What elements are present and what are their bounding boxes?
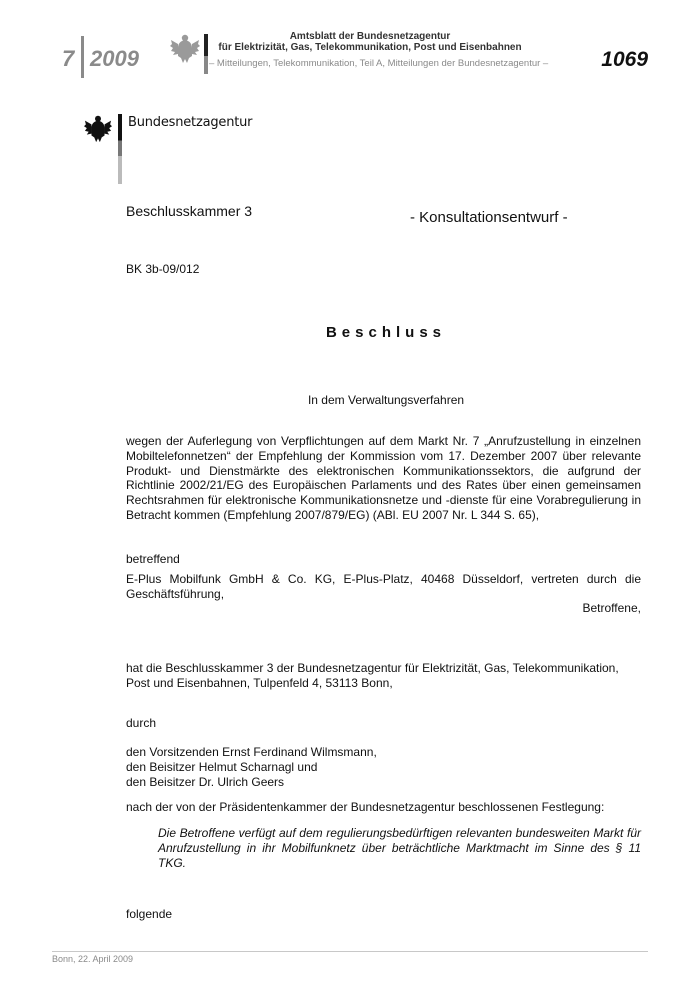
issue-divider bbox=[81, 36, 84, 78]
issue-year: 2009 bbox=[90, 46, 139, 71]
party-role: Betroffene, bbox=[582, 601, 641, 615]
document-title: Beschluss bbox=[325, 324, 447, 341]
footer-divider bbox=[52, 951, 648, 952]
federal-eagle-icon bbox=[84, 112, 112, 146]
draft-label: - Konsultationsentwurf - bbox=[410, 209, 568, 226]
member-chair: den Vorsitzenden Ernst Ferdinand Wilmsmann, bbox=[126, 745, 377, 759]
gazette-section: – Mitteilungen, Telekommunikation, Teil A, Mitteilungen der Bundesnetzagentur – bbox=[209, 58, 549, 69]
agency-divider bbox=[118, 114, 122, 184]
gazette-subtitle: für Elektrizität, Gas, Telekommunikation, Post und Eisenbahnen bbox=[218, 42, 522, 53]
determination-text: Die Betroffene verfügt auf dem regulierungsbedürftigen relevanten bundesweiten Markt für Anrufzustellung in ihr Mobilfunknetz über beträchtliche Marktmacht im Sinne des § 11 TKG. bbox=[158, 826, 641, 870]
member-assessor-1: den Beisitzer Helmut Scharnagl und bbox=[126, 760, 318, 774]
by-label: durch bbox=[126, 716, 157, 730]
page-number: 1069 bbox=[601, 48, 648, 71]
issue-number: 7 bbox=[62, 46, 75, 71]
proceedings-intro: In dem Verwaltungsverfahren bbox=[307, 393, 465, 407]
concerning-label: betreffend bbox=[126, 552, 180, 566]
member-assessor-2: den Beisitzer Dr. Ulrich Geers bbox=[126, 775, 285, 789]
party-paragraph: E-Plus Mobilfunk GmbH & Co. KG, E-Plus-Platz, 40468 Düsseldorf, vertreten durch die Geschäftsführung, bbox=[126, 572, 641, 601]
following-label: folgende bbox=[126, 907, 173, 921]
gazette-title: Amtsblatt der Bundesnetzagentur bbox=[289, 31, 451, 42]
chamber-label: Beschlusskammer 3 bbox=[126, 203, 253, 219]
federal-eagle-icon bbox=[170, 32, 200, 66]
footer-place-date: Bonn, 22. April 2009 bbox=[52, 954, 134, 964]
authority-paragraph: hat die Beschlusskammer 3 der Bundesnetzagentur für Elektrizität, Gas, Telekommunikation, Post und Eisenbahnen, Tulpenfeld 4, 53113 Bonn, bbox=[126, 661, 619, 690]
determination-intro: nach der von der Präsidentenkammer der Bundesnetzagentur beschlossenen Festlegung: bbox=[126, 800, 605, 814]
subject-paragraph: wegen der Auferlegung von Verpflichtungen auf dem Markt Nr. 7 „Anrufzustellung in einzelnen Mobiltelefonnetzen“ der Empfehlung der Kommission vom 17. Dezember 2007 über relevante Produkt- und Dienstmärkte des elektronischen Kommunikationssektors, die aufgrund der Richtlinie 2002/21/EG des Europäischen Parlaments und des Rates über einen gemeinsamen Rechtsrahmen für elektronische Kommunikationsnetze und -dienste für eine Vorabregulierung in Betracht kommen (Empfehlung 2007/879/EG) (ABl. EU 2007 Nr. L 344 S. 65), bbox=[126, 434, 641, 522]
agency-name: Bundesnetzagentur bbox=[128, 115, 253, 130]
case-number: BK 3b-09/012 bbox=[126, 262, 200, 276]
